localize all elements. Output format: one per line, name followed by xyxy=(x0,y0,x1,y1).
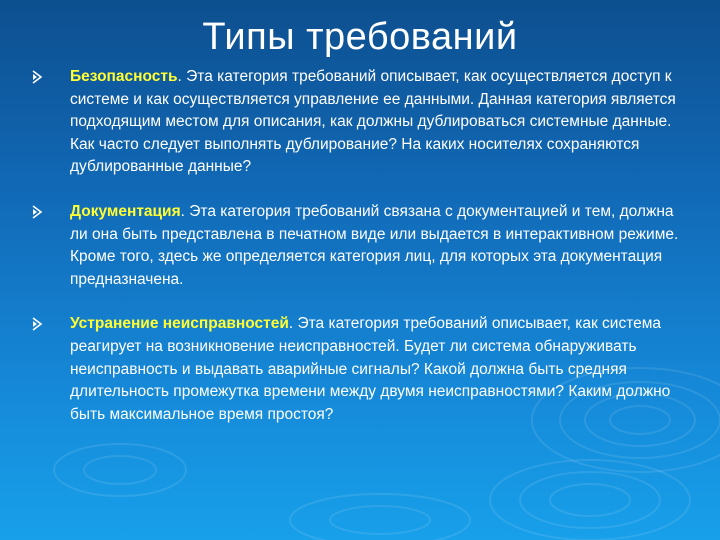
item-term: Документация xyxy=(70,202,181,220)
bullet-list xyxy=(30,66,690,426)
item-text: . Эта категория требований описывает, как система реагирует на возникновение неисправностей. Будет ли система обнаруживать неисправность и выдавать аварийные сигналы? Какой должна быть средняя длительность промежутка времени между двумя неисправностями? Каким должно быть максимальное время простоя? xyxy=(70,315,671,423)
item-text: . Эта категория требований описывает, как осуществляется доступ к системе и как осуществляется управление ее данными. Данная категория является подходящим местом для описания, как должны дублироваться системные данные. Как часто следует выполнять дублирование? На каких носителях сохраняются дублированные данные? xyxy=(70,68,676,176)
bullet-item-security xyxy=(30,66,690,179)
bullet-item-documentation xyxy=(30,201,690,291)
arrow-bullet-icon xyxy=(30,201,44,223)
bullet-item-fault-handling xyxy=(30,313,690,426)
item-term: Устранение неисправностей xyxy=(70,315,289,333)
item-term: Безопасность xyxy=(70,68,178,85)
arrow-bullet-icon xyxy=(30,66,44,88)
slide-title: Типы требований xyxy=(202,16,518,58)
item-text: . Эта категория требований связана с документацией и тем, должна ли она быть представлена в печатном виде или выдается в интерактивном режиме. Кроме того, здесь же определяется категория лиц, для которых эта документация предназначена. xyxy=(70,202,679,288)
arrow-bullet-icon xyxy=(30,313,44,335)
